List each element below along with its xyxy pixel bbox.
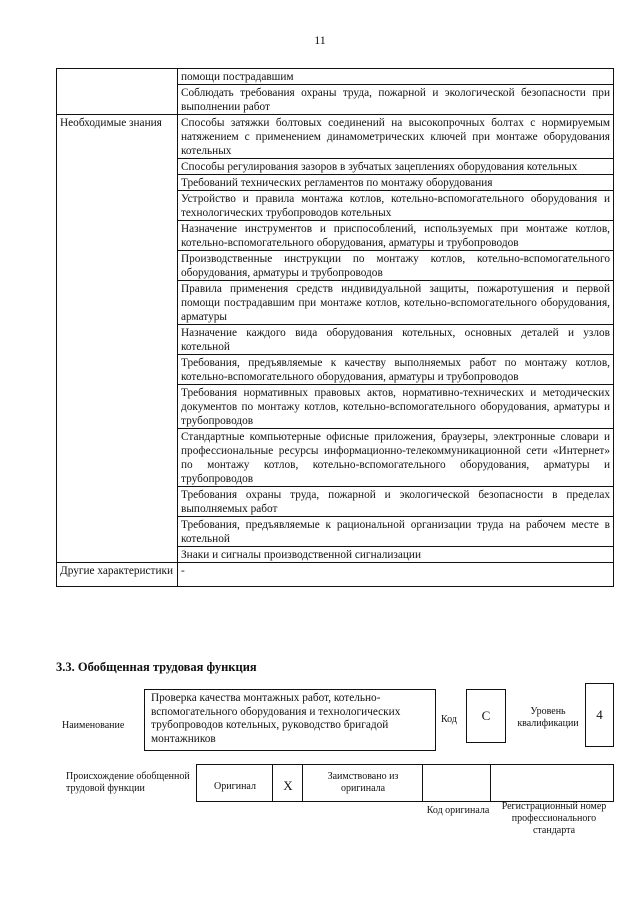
level-value: 4 <box>585 683 614 747</box>
requirement-item: Производственные инструкции по монтажу котлов, котельно-вспомогательного оборудования, арматуры и трубопроводов <box>178 251 614 281</box>
origin-label: Происхождение обобщенной трудовой функции <box>66 771 190 794</box>
table-row <box>57 115 614 159</box>
requirement-item: Назначение каждого вида оборудования котельных, основных деталей и узлов котельной <box>178 325 614 355</box>
requirement-item: Соблюдать требования охраны труда, пожарной и экологической безопасности при выполнении работ <box>178 85 614 115</box>
requirement-item: Устройство и правила монтажа котлов, котельно-вспомогательного оборудования и технологических трубопроводов котельных <box>178 191 614 221</box>
requirement-item: Способы регулирования зазоров в зубчатых зацеплениях оборудования котельных <box>178 159 614 175</box>
row-category-label <box>57 69 178 115</box>
code-original-label: Код оригинала <box>426 805 490 816</box>
requirement-item: - <box>178 563 614 587</box>
requirement-item: Требования, предъявляемые к рациональной организации труда на рабочем месте в котельной <box>178 517 614 547</box>
requirement-item: помощи пострадавшим <box>178 69 614 85</box>
requirements-table <box>56 68 614 587</box>
origin-table <box>196 764 614 802</box>
original-label: Оригинал <box>214 781 256 792</box>
original-mark: X <box>283 778 293 793</box>
name-label: Наименование <box>62 720 125 731</box>
borrowed-label: Заимствовано из оригинала <box>327 771 399 794</box>
requirement-item: Требования охраны труда, пожарной и экологической безопасности в пределах выполняемых работ <box>178 487 614 517</box>
requirement-item: Способы затяжки болтовых соединений на высокопрочных болтах с нормируемым натяжением с применением динамометрических ключей при монтаже оборудования котельных <box>178 115 614 159</box>
level-label: Уровень квалификации <box>517 706 579 729</box>
requirement-item: Стандартные компьютерные офисные приложения, браузеры, электронные словари и профессиональные ресурсы информационно-телекоммуникационной сети «Интернет» по монтажу котлов, котельно-вспомогательного оборудования, арматуры и трубопроводов <box>178 429 614 487</box>
code-label: Код <box>441 714 457 725</box>
row-category-label: Необходимые знания <box>57 115 178 563</box>
section-heading: 3.3. Обобщенная трудовая функция <box>56 660 257 674</box>
original-cell <box>197 765 273 801</box>
reg-number-label: Регистрационный номер профессионального стандарта <box>501 801 607 836</box>
table-row <box>57 69 614 85</box>
requirement-item: Требования, предъявляемые к качеству выполняемых работ по монтажу котлов, котельно-вспомогательного оборудования, арматуры и трубопроводов <box>178 355 614 385</box>
requirement-item: Требования нормативных правовых актов, нормативно-технических и методических документов по монтажу котлов, котельно-вспомогательного оборудования, арматуры и трубопроводов <box>178 385 614 429</box>
row-category-label: Другие характеристики <box>57 563 178 587</box>
function-name-box: Проверка качества монтажных работ, котельно-вспомогательного оборудования и технологических трубопроводов котельных, руководство бригадой монтажников <box>144 689 436 751</box>
code-original-cell <box>423 765 491 801</box>
original-mark-cell <box>273 765 303 801</box>
requirement-item: Правила применения средств индивидуальной защиты, пожаротушения и первой помощи пострадавшим при монтаже котлов, котельно-вспомогательного оборудования, арматуры <box>178 281 614 325</box>
requirement-item: Знаки и сигналы производственной сигнализации <box>178 547 614 563</box>
code-value: C <box>466 689 506 743</box>
table-row <box>57 563 614 587</box>
requirement-item: Назначение инструментов и приспособлений, используемых при монтаже котлов, котельно-вспомогательного оборудования, арматуры и трубопроводов <box>178 221 614 251</box>
requirement-item: Требований технических регламентов по монтажу оборудования <box>178 175 614 191</box>
page-number: 11 <box>314 33 326 47</box>
borrowed-cell <box>303 765 423 801</box>
